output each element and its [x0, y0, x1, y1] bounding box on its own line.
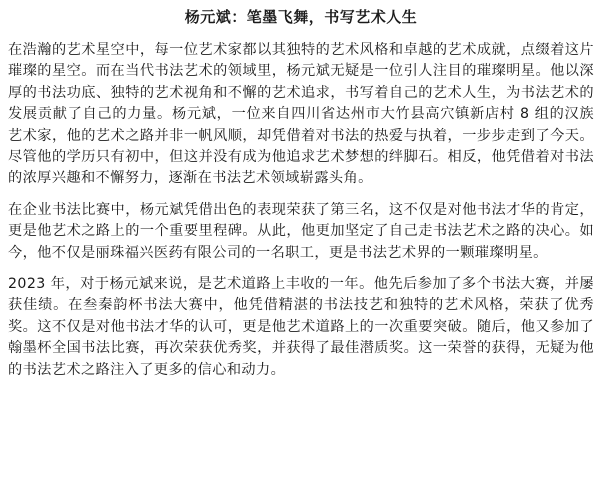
paragraph-intro: 在浩瀚的艺术星空中，每一位艺术家都以其独特的艺术风格和卓越的艺术成就，点缀着这片璀璨的星空。而在当代书法艺术的领域里，杨元斌无疑是一位引人注目的璀璨明星。他以深厚的书法功底、独特的艺术视角和不懈的艺术追求，书写着自己的艺术人生，为书法艺术的发展贡献了自己的力量。杨元斌，一位来自四川省达州市大竹县高穴镇新店村 8 组的汉族艺术家，他的艺术之路并非一帆风顺，却凭借着对书法的热爱与执着，一步步走到了今天。尽管他的学历只有初中，但这并没有成为他追求艺术梦想的绊脚石。相反，他凭借着对书法的浓厚兴趣和不懈努力，逐渐在书法艺术领域崭露头角。 [8, 42, 594, 187]
article-title: 杨元斌：笔墨飞舞，书写艺术人生 [184, 8, 418, 26]
paragraph-competition: 在企业书法比赛中，杨元斌凭借出色的表现荣获了第三名，这不仅是对他书法才华的肯定，更是他艺术之路上的一个重要里程碑。从此，他更加坚定了自己走书法艺术之路的决心。如今，他不仅是丽珠福兴医药有限公司的一名职工，更是书法艺术界的一颗璀璨明星。 [8, 201, 594, 261]
paragraph-2023: 2023 年，对于杨元斌来说，是艺术道路上丰收的一年。他先后参加了多个书法大赛，并屡获佳绩。在叁秦韵杯书法大赛中，他凭借精湛的书法技艺和独特的艺术风格，荣获了优秀奖。这不仅是对他书法才华的认可，更是他艺术道路上的一次重要突破。随后，他又参加了翰墨杯全国书法比赛，再次荣获优秀奖，并获得了最佳潜质奖。这一荣誉的获得，无疑为他的书法艺术之路注入了更多的信心和动力。 [8, 276, 594, 378]
